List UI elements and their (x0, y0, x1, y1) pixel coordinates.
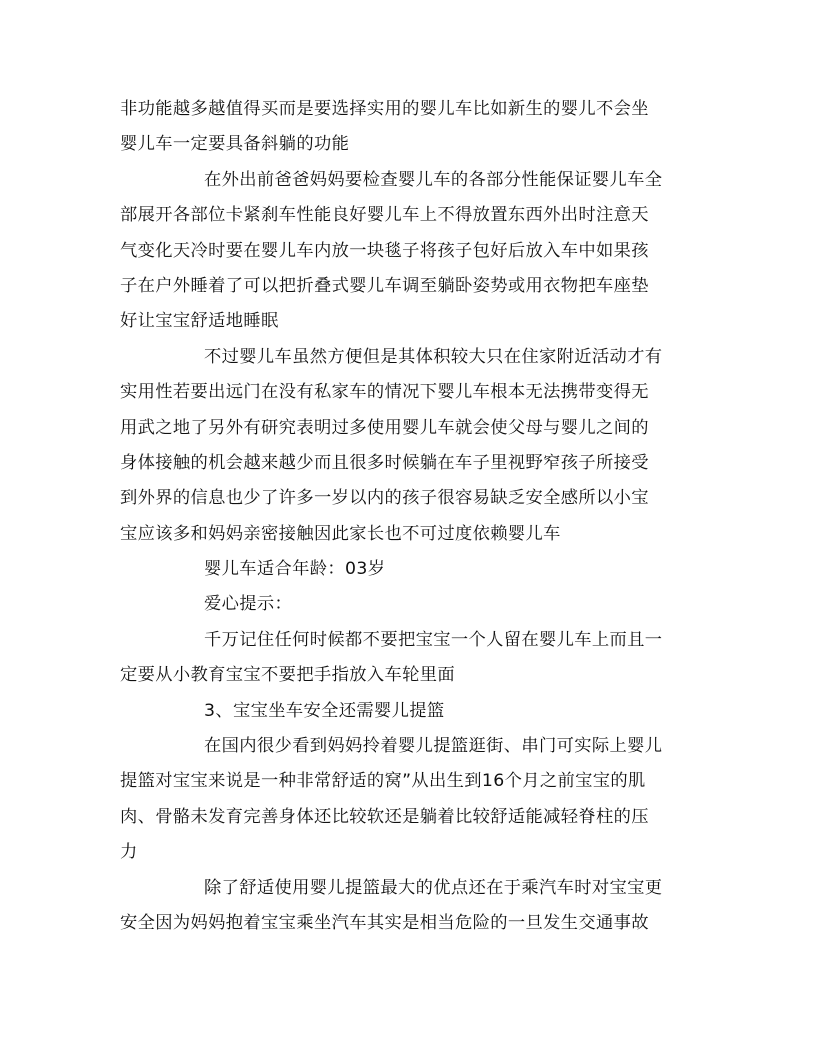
paragraph-start-line-8: 不过婴儿车虽然方便但是其体积较大只在住家附近活动才有 (204, 346, 663, 367)
text-line-9: 实用性若要出远门在没有私家车的情况下婴儿车根本无法携带变得无 (120, 382, 649, 403)
text-line-12: 到外界的信息也少了许多一岁以内的孩子很容易缺乏安全感所以小宝 (120, 488, 649, 509)
age-suitability-line: 婴儿车适合年龄：03岁 (204, 559, 386, 580)
text-line-11: 身体接触的机会越来越少而且很多时候躺在车子里视野窄孩子所接受 (120, 452, 649, 473)
section-heading-3: 3、宝宝坐车安全还需婴儿提篮 (204, 700, 445, 721)
text-line-13: 宝应该多和妈妈亲密接触因此家长也不可过度依赖婴儿车 (120, 523, 561, 544)
document-body (120, 92, 704, 941)
text-line-4: 部展开各部位卡紧刹车性能良好婴儿车上不得放置东西外出时注意天 (120, 205, 649, 226)
text-line-10: 用武之地了另外有研究表明过多使用婴儿车就会使父母与婴儿之间的 (120, 417, 649, 438)
text-line-2: 婴儿车一定要具备斜躺的功能 (120, 134, 350, 155)
text-line-21: 肉、骨骼未发育完善身体还比较软还是躺着比较舒适能减轻脊柱的压 (120, 806, 649, 827)
text-line-24: 安全因为妈妈抱着宝宝乘坐汽车其实是相当危险的一旦发生交通事故 (120, 912, 649, 933)
paragraph-start-line-23: 除了舒适使用婴儿提篮最大的优点还在于乘汽车时对宝宝更 (204, 877, 663, 898)
text-line-7: 好让宝宝舒适地睡眠 (120, 311, 279, 332)
text-line-20: 提篮对宝宝来说是一种非常舒适的窝”从出生到16个月之前宝宝的肌 (120, 771, 646, 792)
paragraph-start-line-19: 在国内很少看到妈妈拎着婴儿提篮逛街、串门可实际上婴儿 (204, 736, 663, 757)
text-line-17: 定要从小教育宝宝不要把手指放入车轮里面 (120, 665, 455, 686)
text-line-5: 气变化天冷时要在婴儿车内放一块毯子将孩子包好后放入车中如果孩 (120, 240, 649, 261)
paragraph-start-line-3: 在外出前爸爸妈妈要检查婴儿车的各部分性能保证婴儿车全 (204, 169, 663, 190)
text-line-6: 子在户外睡着了可以把折叠式婴儿车调至躺卧姿势或用衣物把车座垫 (120, 275, 649, 296)
text-line-1: 非功能越多越值得买而是要选择实用的婴儿车比如新生的婴儿不会坐 (120, 99, 649, 119)
paragraph-start-line-16: 千万记住任何时候都不要把宝宝一个人留在婴儿车上而且一 (204, 629, 663, 650)
tip-heading: 爱心提示： (204, 594, 293, 615)
text-line-22: 力 (120, 842, 138, 863)
